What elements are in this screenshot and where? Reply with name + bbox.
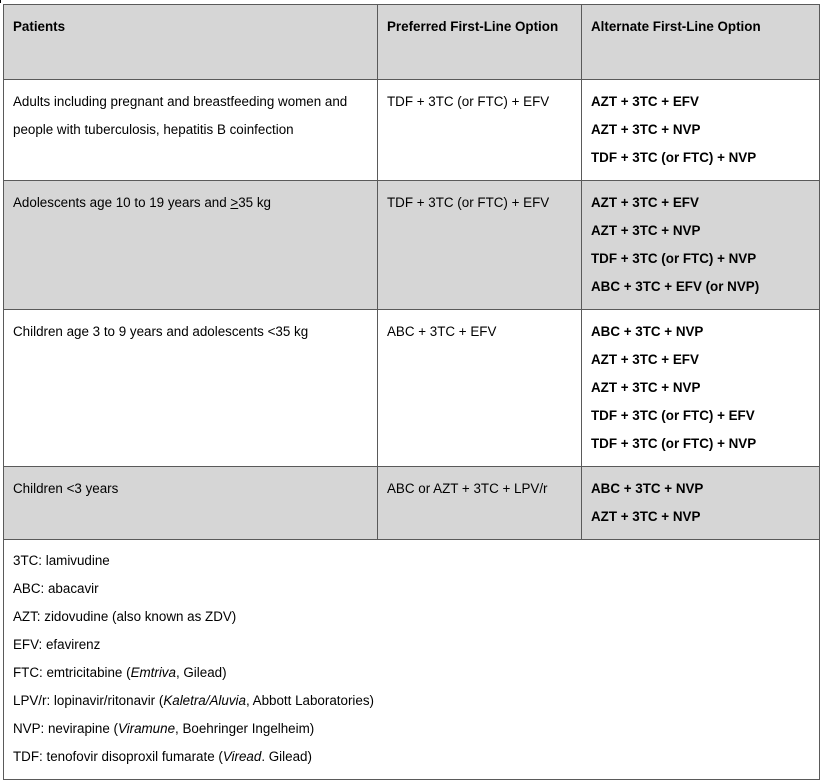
abbreviation-legend bbox=[4, 540, 820, 780]
patients-text: Adolescents age 10 to 19 years and bbox=[13, 195, 231, 210]
table-row bbox=[4, 80, 820, 181]
brand-name: Kaletra/Aluvia bbox=[163, 693, 246, 708]
legend-item bbox=[13, 743, 811, 771]
brand-name: Emtriva bbox=[130, 665, 176, 680]
alternate-cell bbox=[582, 80, 820, 181]
legend-text: NVP: nevirapine ( bbox=[13, 721, 118, 736]
legend-text: TDF: tenofovir disoproxil fumarate ( bbox=[13, 749, 223, 764]
alternate-option: TDF + 3TC (or FTC) + NVP bbox=[591, 251, 757, 266]
alternate-option: AZT + 3TC + NVP bbox=[591, 122, 701, 137]
corner-mark bbox=[0, 0, 4, 3]
alternate-option: TDF + 3TC (or FTC) + NVP bbox=[591, 436, 757, 451]
preferred-cell: ABC or AZT + 3TC + LPV/r bbox=[378, 467, 582, 540]
legend-text: LPV/r: lopinavir/ritonavir ( bbox=[13, 693, 164, 708]
legend-text: FTC: emtricitabine ( bbox=[13, 665, 131, 680]
header-alternate: Alternate First-Line Option bbox=[582, 5, 820, 80]
legend-item bbox=[13, 631, 811, 659]
preferred-cell: TDF + 3TC (or FTC) + EFV bbox=[378, 80, 582, 181]
legend-item bbox=[13, 575, 811, 603]
patients-cell: Children <3 years bbox=[4, 467, 378, 540]
legend-text: 3TC: lamivudine bbox=[13, 553, 110, 568]
legend-item bbox=[13, 687, 811, 715]
legend-item bbox=[13, 659, 811, 687]
legend-text: , Abbott Laboratories) bbox=[245, 693, 374, 708]
alternate-option: TDF + 3TC (or FTC) + EFV bbox=[591, 408, 755, 423]
brand-name: Viramune bbox=[117, 721, 176, 736]
patients-cell: Adults including pregnant and breastfeeding women and people with tuberculosis, hepatitis B coinfection bbox=[4, 80, 378, 181]
alternate-option: ABC + 3TC + NVP bbox=[591, 481, 704, 496]
alternate-option: AZT + 3TC + EFV bbox=[591, 352, 699, 367]
legend-text: EFV: efavirenz bbox=[13, 637, 101, 652]
patients-cell bbox=[4, 181, 378, 310]
regimen-table bbox=[3, 4, 820, 780]
alternate-option: ABC + 3TC + NVP bbox=[591, 324, 704, 339]
alternate-cell bbox=[582, 310, 820, 467]
alternate-option: AZT + 3TC + NVP bbox=[591, 380, 701, 395]
table-row bbox=[4, 310, 820, 467]
legend-text: AZT: zidovudine (also known as ZDV) bbox=[13, 609, 237, 624]
alternate-option: AZT + 3TC + EFV bbox=[591, 195, 699, 210]
table-row bbox=[4, 467, 820, 540]
alternate-option: ABC + 3TC + EFV (or NVP) bbox=[591, 279, 760, 294]
alternate-option: AZT + 3TC + EFV bbox=[591, 94, 699, 109]
header-patients: Patients bbox=[4, 5, 378, 80]
table-row bbox=[4, 181, 820, 310]
alternate-option: TDF + 3TC (or FTC) + NVP bbox=[591, 150, 757, 165]
patients-text: 35 kg bbox=[238, 195, 271, 210]
alternate-cell bbox=[582, 181, 820, 310]
table-header-row bbox=[4, 5, 820, 80]
alternate-option: AZT + 3TC + NVP bbox=[591, 509, 701, 524]
legend-text: , Gilead) bbox=[175, 665, 227, 680]
alternate-option: AZT + 3TC + NVP bbox=[591, 223, 701, 238]
greater-equal-symbol: > bbox=[230, 195, 239, 210]
legend-item bbox=[13, 715, 811, 743]
header-preferred: Preferred First-Line Option bbox=[378, 5, 582, 80]
preferred-cell: ABC + 3TC + EFV bbox=[378, 310, 582, 467]
brand-name: Viread bbox=[222, 749, 262, 764]
legend-text: ABC: abacavir bbox=[13, 581, 99, 596]
preferred-cell: TDF + 3TC (or FTC) + EFV bbox=[378, 181, 582, 310]
legend-text: , Boehringer Ingelheim) bbox=[175, 721, 315, 736]
alternate-cell bbox=[582, 467, 820, 540]
legend-item bbox=[13, 603, 811, 631]
patients-cell: Children age 3 to 9 years and adolescents <35 kg bbox=[4, 310, 378, 467]
abbreviation-legend-row bbox=[4, 540, 820, 780]
legend-item bbox=[13, 547, 811, 575]
legend-text: . Gilead) bbox=[261, 749, 312, 764]
